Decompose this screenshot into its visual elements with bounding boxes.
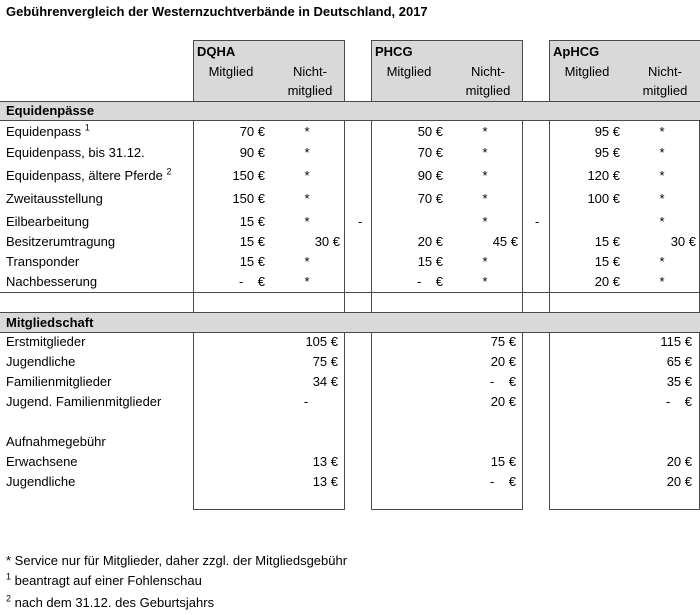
cell-nonmember: *	[482, 191, 488, 206]
cell-member: 15 €	[239, 214, 265, 229]
cell-nonmember: *	[659, 274, 665, 289]
cell-nonmember: *	[482, 214, 488, 229]
rule-after-equiden	[0, 292, 700, 293]
cell-nonmember: 30 €	[314, 234, 340, 249]
row-label: Familienmitglieder	[6, 374, 112, 389]
row-label-text: Equidenpass	[6, 124, 82, 139]
row-label: Erstmitglieder	[6, 334, 86, 349]
cell-nonmember: *	[304, 274, 310, 289]
cell-member: 70 €	[417, 191, 443, 206]
cell-value: -	[303, 394, 309, 409]
cell-value: 20 €	[666, 474, 692, 489]
row-label: Jugendliche	[6, 474, 76, 489]
cell-member: 95 €	[594, 124, 620, 139]
row-label-text: Equidenpass, ältere Pferde	[6, 168, 163, 183]
cell-member: 90 €	[417, 168, 443, 183]
aufnahme-heading: Aufnahmegebühr	[6, 434, 106, 449]
cell-value: 20 €	[490, 394, 516, 409]
cell-value: 13 €	[312, 454, 338, 469]
cell-member: 90 €	[239, 145, 265, 160]
cell-nonmember: *	[304, 254, 310, 269]
cell-nonmember: *	[659, 254, 665, 269]
cell-member: - €	[238, 274, 265, 289]
cell-nonmember: *	[304, 214, 310, 229]
group-name-phcg: PHCG	[375, 44, 413, 59]
row-label-text: Equidenpass, bis 31.12.	[6, 145, 145, 160]
cell-value: 35 €	[666, 374, 692, 389]
cell-nonmember: *	[482, 145, 488, 160]
row-label	[6, 168, 171, 183]
header-member-phcg: Mitglied	[386, 64, 432, 79]
footnote-text: beantragt auf einer Fohlenschau	[11, 573, 202, 588]
footnote-number: 2	[6, 593, 12, 604]
rule-top-mitgliedschaft	[0, 312, 700, 313]
cell-value: 75 €	[312, 354, 338, 369]
cell-nonmember: *	[659, 145, 665, 160]
row-label	[6, 214, 89, 229]
section-band-equiden	[0, 101, 700, 120]
cell-value: 65 €	[666, 354, 692, 369]
cell-member: 15 €	[594, 234, 620, 249]
section-title-equiden: Equidenpässe	[6, 103, 95, 118]
cell-member: 15 €	[594, 254, 620, 269]
cell-value: 13 €	[312, 474, 338, 489]
group-name-dqha: DQHA	[197, 44, 236, 59]
rule-bottom-equiden	[0, 120, 700, 121]
row-label: Jugendliche	[6, 354, 76, 369]
row-label: Erwachsene	[6, 454, 78, 469]
header-nonmember-1-phcg: Nicht-	[471, 64, 505, 79]
cell-nonmember: *	[304, 124, 310, 139]
cell-value: - €	[665, 394, 692, 409]
cell-member: 120 €	[587, 168, 620, 183]
footnote	[6, 573, 202, 588]
cell-member: - €	[416, 274, 443, 289]
row-label-text: Besitzerumtragung	[6, 234, 116, 249]
section-title-mitgliedschaft: Mitgliedschaft	[6, 315, 94, 330]
row-label	[6, 234, 115, 249]
cell-member: 95 €	[594, 145, 620, 160]
row-label	[6, 274, 97, 289]
header-member-dqha: Mitglied	[208, 64, 254, 79]
cell-member: 20 €	[594, 274, 620, 289]
row-label: Jugend. Familienmitglieder	[6, 394, 162, 409]
rule-top-equiden	[0, 101, 700, 102]
row-label-text: Zweitausstellung	[6, 191, 103, 206]
cell-nonmember: *	[659, 191, 665, 206]
cell-member: 70 €	[417, 145, 443, 160]
cell-member: 50 €	[417, 124, 443, 139]
cell-value: - €	[489, 374, 516, 389]
cell-nonmember: *	[482, 168, 488, 183]
footnote-text: nach dem 31.12. des Geburtsjahrs	[11, 595, 215, 610]
cell-nonmember: *	[659, 168, 665, 183]
cell-nonmember: 30 €	[670, 234, 696, 249]
cell-value: 34 €	[312, 374, 338, 389]
footnote-text: * Service nur für Mitglieder, daher zzgl. der Mitgliedsgebühr	[6, 553, 348, 568]
cell-nonmember: *	[482, 254, 488, 269]
cell-member: 20 €	[417, 234, 443, 249]
cell-value: 15 €	[490, 454, 516, 469]
header-member-aphcg: Mitglied	[564, 64, 610, 79]
cell-value: 115 €	[660, 334, 692, 349]
cell-member: 150 €	[232, 168, 265, 183]
cell-member: 15 €	[239, 254, 265, 269]
footnote-ref: 1	[84, 122, 90, 133]
cell-member: -	[535, 214, 540, 229]
row-label-text: Eilbearbeitung	[6, 214, 90, 229]
footnote-number: 1	[6, 571, 12, 582]
cell-nonmember: *	[304, 168, 310, 183]
row-label	[6, 254, 79, 269]
cell-member: -	[358, 214, 363, 229]
section-band-mitgliedschaft	[0, 312, 700, 332]
footnote	[6, 553, 347, 568]
page-title: Gebührenvergleich der Westernzuchtverbände in Deutschland, 2017	[6, 4, 428, 19]
cell-nonmember: *	[304, 145, 310, 160]
row-label	[6, 191, 103, 206]
row-label	[6, 124, 90, 139]
cell-member: 100 €	[587, 191, 620, 206]
cell-nonmember: *	[482, 274, 488, 289]
footnote-ref: 2	[166, 166, 172, 177]
cell-nonmember: 45 €	[492, 234, 518, 249]
header-nonmember-2-phcg: mitglied	[465, 83, 511, 98]
row-label-text: Nachbesserung	[6, 274, 98, 289]
cell-nonmember: *	[659, 124, 665, 139]
cell-nonmember: *	[304, 191, 310, 206]
cell-nonmember: *	[482, 124, 488, 139]
cell-value: 75 €	[490, 334, 516, 349]
header-nonmember-2-aphcg: mitglied	[642, 83, 688, 98]
cell-member: 15 €	[417, 254, 443, 269]
header-nonmember-1-dqha: Nicht-	[293, 64, 327, 79]
cell-member: 150 €	[232, 191, 265, 206]
cell-nonmember: *	[659, 214, 665, 229]
row-label-text: Transponder	[6, 254, 80, 269]
cell-value: 20 €	[666, 454, 692, 469]
rule-bottom-mitgliedschaft	[0, 332, 700, 333]
footnote	[6, 595, 214, 610]
header-nonmember-2-dqha: mitglied	[287, 83, 333, 98]
cell-member: 15 €	[239, 234, 265, 249]
group-name-aphcg: ApHCG	[553, 44, 600, 59]
cell-value: 105 €	[305, 334, 338, 349]
row-label	[6, 145, 145, 160]
cell-value: 20 €	[490, 354, 516, 369]
cell-member: 70 €	[239, 124, 265, 139]
cell-value: - €	[489, 474, 516, 489]
header-nonmember-1-aphcg: Nicht-	[648, 64, 682, 79]
